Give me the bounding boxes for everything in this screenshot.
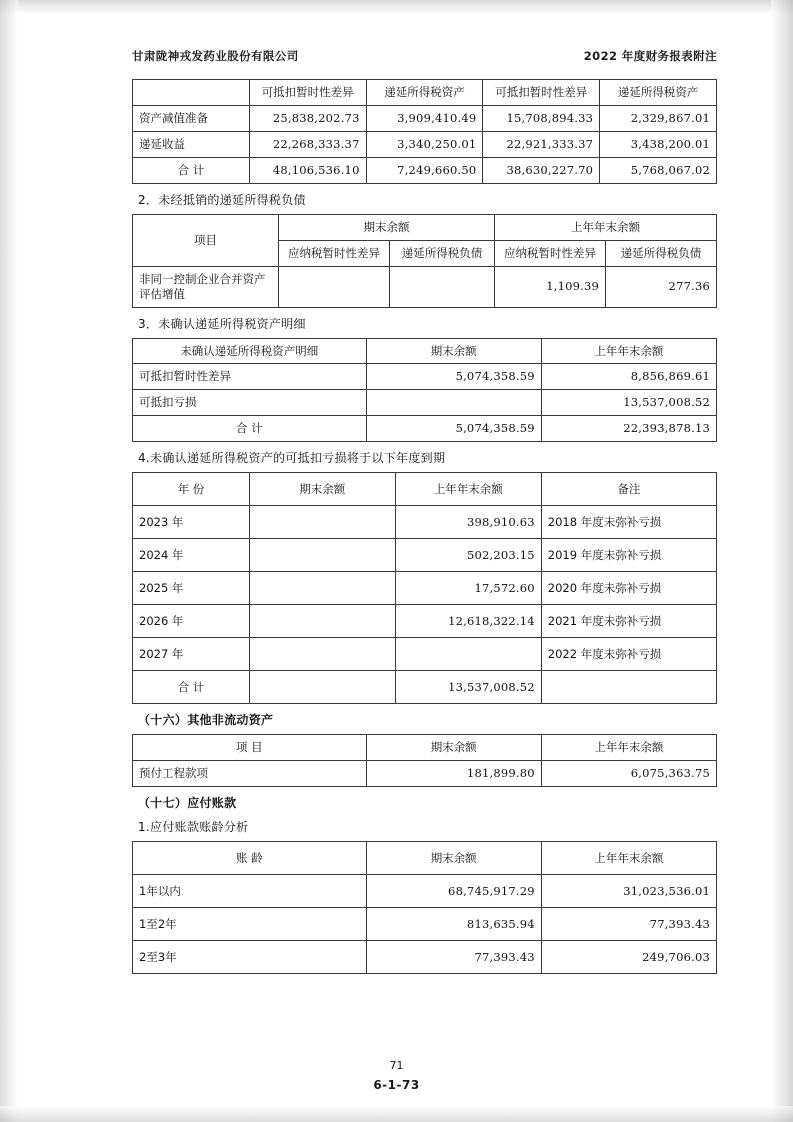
other-noncurrent-assets-table-wrap bbox=[132, 734, 717, 787]
col-head-period-end: 期末余额 bbox=[249, 473, 395, 506]
col-head-deductible-diff-2: 可抵扣暂时性差异 bbox=[483, 80, 600, 106]
table-row bbox=[133, 539, 717, 572]
cell-value: 7,249,660.50 bbox=[366, 157, 483, 183]
col-head-year: 年 份 bbox=[133, 473, 250, 506]
section-3-title: 3．未确认递延所得税资产明细 bbox=[138, 316, 306, 331]
page-content bbox=[132, 48, 717, 976]
table-header-row bbox=[133, 214, 717, 240]
section-16-title: （十六）其他非流动资产 bbox=[138, 713, 274, 728]
table-row bbox=[133, 364, 717, 390]
table-row bbox=[133, 266, 717, 307]
col-head-prior-year-end: 上年年末余额 bbox=[395, 473, 541, 506]
cell-value bbox=[389, 266, 494, 307]
cell-value bbox=[249, 671, 395, 704]
col-head-detail: 未确认递延所得税资产明细 bbox=[133, 338, 367, 364]
cell-value: 277.36 bbox=[606, 266, 717, 307]
cell-value: 13,537,008.52 bbox=[395, 671, 541, 704]
cell-note: 2018 年度未弥补亏损 bbox=[541, 506, 716, 539]
cell-value: 38,630,227.70 bbox=[483, 157, 600, 183]
table-row bbox=[133, 761, 717, 787]
row-label: 1年以内 bbox=[133, 875, 367, 908]
other-noncurrent-assets-table bbox=[132, 734, 717, 787]
page-footer bbox=[0, 1059, 793, 1092]
section-17-subtitle: 1.应付账款账龄分析 bbox=[138, 820, 249, 835]
table-total-row bbox=[133, 157, 717, 183]
cell-value bbox=[249, 506, 395, 539]
row-label-total: 合 计 bbox=[133, 416, 367, 442]
row-label: 资产减值准备 bbox=[133, 105, 250, 131]
cell-value: 22,268,333.37 bbox=[249, 131, 366, 157]
cell-value: 12,618,322.14 bbox=[395, 605, 541, 638]
section-4-title: 4.未确认递延所得税资产的可抵扣亏损将于以下年度到期 bbox=[138, 451, 446, 466]
table-row bbox=[133, 131, 717, 157]
cell-value: 8,856,869.61 bbox=[541, 364, 716, 390]
table-row bbox=[133, 105, 717, 131]
col-head-period-end: 期末余额 bbox=[366, 842, 541, 875]
col-head-item: 项 目 bbox=[133, 735, 367, 761]
row-label: 2至3年 bbox=[133, 941, 367, 974]
cell-value: 25,838,202.73 bbox=[249, 105, 366, 131]
table-row bbox=[133, 506, 717, 539]
col-head-aging: 账 龄 bbox=[133, 842, 367, 875]
cell-value: 3,909,410.49 bbox=[366, 105, 483, 131]
col-head-prior-year-end: 上年年末余额 bbox=[541, 842, 716, 875]
cell-value: 31,023,536.01 bbox=[541, 875, 716, 908]
cell-value: 3,438,200.01 bbox=[600, 131, 717, 157]
scan-edge-top bbox=[0, 0, 793, 14]
row-label: 2024 年 bbox=[133, 539, 250, 572]
unrecognized-deferred-tax-table-wrap bbox=[132, 338, 717, 443]
scan-edge-bottom bbox=[0, 1106, 793, 1122]
col-head-deferred-asset-1: 递延所得税资产 bbox=[366, 80, 483, 106]
cell-value: 15,708,894.33 bbox=[483, 105, 600, 131]
table-total-row bbox=[133, 671, 717, 704]
col-subhead-taxable-diff-2: 应纳税暂时性差异 bbox=[495, 240, 606, 266]
cell-value: 502,203.15 bbox=[395, 539, 541, 572]
cell-value bbox=[366, 390, 541, 416]
row-label: 1至2年 bbox=[133, 908, 367, 941]
cell-value bbox=[249, 605, 395, 638]
cell-value: 22,921,333.37 bbox=[483, 131, 600, 157]
table-header-row bbox=[133, 842, 717, 875]
table-row bbox=[133, 875, 717, 908]
document-number: 6-1-73 bbox=[373, 1078, 420, 1092]
deferred-tax-liability-table bbox=[132, 214, 717, 308]
cell-value: 5,768,067.02 bbox=[600, 157, 717, 183]
header-report-title: 2022 年度财务报表附注 bbox=[583, 49, 717, 63]
table-row bbox=[133, 572, 717, 605]
cell-value: 48,106,536.10 bbox=[249, 157, 366, 183]
col-head-period-end: 期末余额 bbox=[366, 735, 541, 761]
row-label: 2027 年 bbox=[133, 638, 250, 671]
deferred-tax-liability-table-wrap bbox=[132, 214, 717, 308]
table-header-row bbox=[133, 338, 717, 364]
cell-value bbox=[249, 638, 395, 671]
table-row bbox=[133, 908, 717, 941]
row-label: 可抵扣暂时性差异 bbox=[133, 364, 367, 390]
row-label-total: 合 计 bbox=[133, 671, 250, 704]
cell-value bbox=[249, 572, 395, 605]
cell-value: 3,340,250.01 bbox=[366, 131, 483, 157]
cell-value: 13,537,008.52 bbox=[541, 390, 716, 416]
row-label-total: 合 计 bbox=[133, 157, 250, 183]
col-head-prior-year-end: 上年年末余额 bbox=[541, 735, 716, 761]
table-row bbox=[133, 941, 717, 974]
col-subhead-deferred-liability-1: 递延所得税负债 bbox=[389, 240, 494, 266]
col-head-blank bbox=[133, 80, 250, 106]
cell-value bbox=[395, 638, 541, 671]
table-row bbox=[133, 638, 717, 671]
col-head-note: 备注 bbox=[541, 473, 716, 506]
row-label: 非同一控制企业合并资产评估增值 bbox=[133, 266, 279, 307]
cell-value: 181,899.80 bbox=[366, 761, 541, 787]
cell-value: 77,393.43 bbox=[366, 941, 541, 974]
cell-value: 5,074,358.59 bbox=[366, 416, 541, 442]
accounts-payable-aging-table-wrap bbox=[132, 841, 717, 974]
table-row bbox=[133, 605, 717, 638]
row-label: 可抵扣亏损 bbox=[133, 390, 367, 416]
section-17-title: （十七）应付账款 bbox=[138, 796, 237, 811]
cell-value: 1,109.39 bbox=[495, 266, 606, 307]
cell-value: 5,074,358.59 bbox=[366, 364, 541, 390]
table-header-row bbox=[133, 473, 717, 506]
loss-expiry-table-wrap bbox=[132, 472, 717, 704]
table-header-row bbox=[133, 735, 717, 761]
col-head-period-end: 期末余额 bbox=[366, 338, 541, 364]
cell-note: 2021 年度未弥补亏损 bbox=[541, 605, 716, 638]
section-2-title: 2．未经抵销的递延所得税负债 bbox=[138, 192, 306, 207]
table-header-row bbox=[133, 80, 717, 106]
cell-note: 2020 年度未弥补亏损 bbox=[541, 572, 716, 605]
cell-value: 68,745,917.29 bbox=[366, 875, 541, 908]
scan-edge-left bbox=[0, 0, 18, 1122]
col-subhead-taxable-diff-1: 应纳税暂时性差异 bbox=[279, 240, 390, 266]
page-header bbox=[132, 48, 717, 67]
cell-note: 2019 年度未弥补亏损 bbox=[541, 539, 716, 572]
col-head-prior-year-end: 上年年末余额 bbox=[541, 338, 716, 364]
deferred-tax-asset-table bbox=[132, 79, 717, 184]
scan-edge-right bbox=[771, 0, 793, 1122]
table-row bbox=[133, 390, 717, 416]
cell-value: 6,075,363.75 bbox=[541, 761, 716, 787]
cell-value: 813,635.94 bbox=[366, 908, 541, 941]
row-label: 2025 年 bbox=[133, 572, 250, 605]
col-subhead-deferred-liability-2: 递延所得税负债 bbox=[606, 240, 717, 266]
col-head-item: 项目 bbox=[133, 214, 279, 266]
row-label: 递延收益 bbox=[133, 131, 250, 157]
cell-value bbox=[249, 539, 395, 572]
header-company-name: 甘肃陇神戎发药业股份有限公司 bbox=[132, 49, 299, 63]
row-label: 预付工程款项 bbox=[133, 761, 367, 787]
unrecognized-deferred-tax-table bbox=[132, 338, 717, 443]
cell-value: 77,393.43 bbox=[541, 908, 716, 941]
cell-value bbox=[279, 266, 390, 307]
cell-note: 2022 年度未弥补亏损 bbox=[541, 638, 716, 671]
cell-note bbox=[541, 671, 716, 704]
cell-value: 17,572.60 bbox=[395, 572, 541, 605]
col-head-deferred-asset-2: 递延所得税资产 bbox=[600, 80, 717, 106]
cell-value: 398,910.63 bbox=[395, 506, 541, 539]
table-total-row bbox=[133, 416, 717, 442]
col-head-deductible-diff-1: 可抵扣暂时性差异 bbox=[249, 80, 366, 106]
row-label: 2023 年 bbox=[133, 506, 250, 539]
cell-value: 249,706.03 bbox=[541, 941, 716, 974]
cell-value: 22,393,878.13 bbox=[541, 416, 716, 442]
col-head-period-end: 期末余额 bbox=[279, 214, 495, 240]
accounts-payable-aging-table bbox=[132, 841, 717, 974]
loss-expiry-table bbox=[132, 472, 717, 704]
row-label: 2026 年 bbox=[133, 605, 250, 638]
col-head-prior-year-end: 上年年末余额 bbox=[495, 214, 717, 240]
cell-value: 2,329,867.01 bbox=[600, 105, 717, 131]
deferred-tax-asset-table-wrap bbox=[132, 79, 717, 184]
page-number: 71 bbox=[389, 1059, 404, 1072]
